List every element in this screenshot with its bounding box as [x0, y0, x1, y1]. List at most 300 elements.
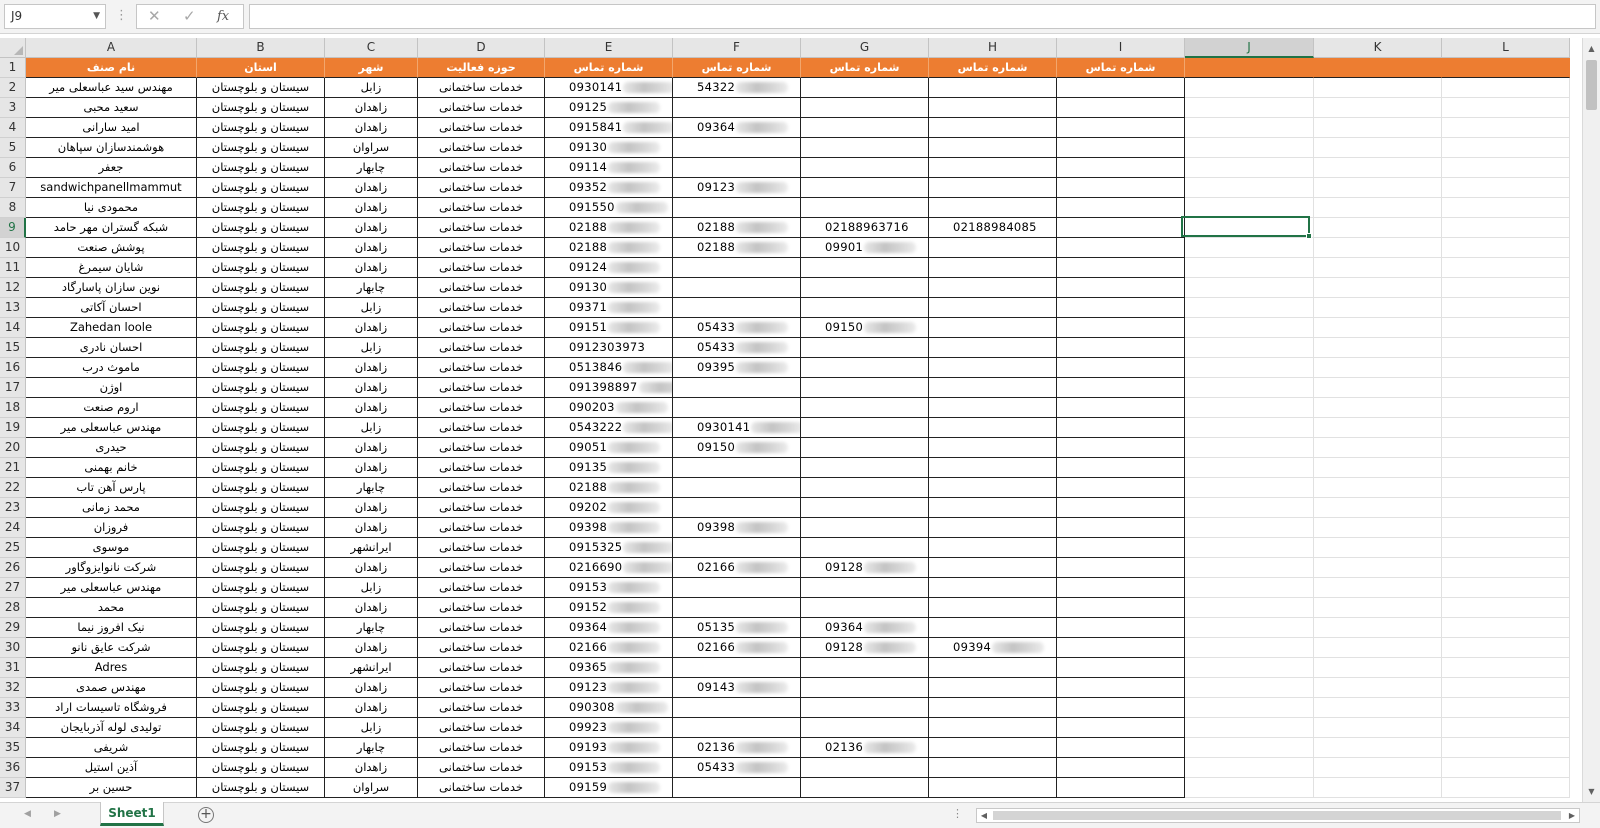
cell-d[interactable]: خدمات ساختمانی	[418, 438, 545, 458]
column-header-d[interactable]: D	[418, 38, 545, 58]
cell-g[interactable]	[801, 238, 929, 258]
empty-cell[interactable]	[1185, 198, 1314, 218]
empty-cell[interactable]	[1314, 498, 1442, 518]
cell-a[interactable]: محمودی نیا	[26, 198, 197, 218]
cell-c[interactable]: زابل	[325, 578, 418, 598]
empty-cell[interactable]	[1185, 418, 1314, 438]
cell-f[interactable]	[673, 678, 801, 698]
empty-cell[interactable]	[1314, 438, 1442, 458]
row-header-30[interactable]: 30	[0, 638, 26, 658]
empty-cell[interactable]	[1314, 98, 1442, 118]
cell-h[interactable]	[929, 638, 1057, 658]
empty-cell[interactable]	[1185, 658, 1314, 678]
cell-b[interactable]: سیستان و بلوچستان	[197, 538, 325, 558]
cell-g[interactable]	[801, 278, 929, 298]
cell-c[interactable]: زابل	[325, 418, 418, 438]
cell-h[interactable]	[929, 338, 1057, 358]
cell-e[interactable]	[545, 158, 673, 178]
next-sheet-icon[interactable]: ▶	[54, 809, 61, 819]
empty-cell[interactable]	[1185, 458, 1314, 478]
header-fill-cell[interactable]	[1185, 58, 1314, 78]
cell-b[interactable]: سیستان و بلوچستان	[197, 218, 325, 238]
empty-cell[interactable]	[1185, 278, 1314, 298]
cell-i[interactable]	[1057, 198, 1185, 218]
scroll-left-icon[interactable]: ◀	[980, 811, 988, 820]
empty-cell[interactable]	[1314, 78, 1442, 98]
empty-cell[interactable]	[1442, 778, 1570, 798]
cell-e[interactable]	[545, 558, 673, 578]
cell-a[interactable]: مهندس صمدی	[26, 678, 197, 698]
cell-d[interactable]: خدمات ساختمانی	[418, 398, 545, 418]
cell-g[interactable]	[801, 418, 929, 438]
empty-cell[interactable]	[1185, 598, 1314, 618]
cell-d[interactable]: خدمات ساختمانی	[418, 418, 545, 438]
cell-h[interactable]	[929, 758, 1057, 778]
cell-h[interactable]	[929, 598, 1057, 618]
cell-g[interactable]	[801, 78, 929, 98]
row-header-25[interactable]: 25	[0, 538, 26, 558]
empty-cell[interactable]	[1314, 318, 1442, 338]
column-header-l[interactable]: L	[1442, 38, 1570, 58]
cell-h[interactable]	[929, 98, 1057, 118]
cell-i[interactable]	[1057, 638, 1185, 658]
cell-g[interactable]	[801, 698, 929, 718]
cell-e[interactable]	[545, 398, 673, 418]
cell-b[interactable]: سیستان و بلوچستان	[197, 498, 325, 518]
empty-cell[interactable]	[1185, 378, 1314, 398]
cell-i[interactable]	[1057, 578, 1185, 598]
cell-d[interactable]: خدمات ساختمانی	[418, 638, 545, 658]
column-header-i[interactable]: I	[1057, 38, 1185, 58]
cell-g[interactable]	[801, 218, 929, 238]
cell-d[interactable]: خدمات ساختمانی	[418, 218, 545, 238]
cell-c[interactable]: زاهدان	[325, 598, 418, 618]
cell-e[interactable]	[545, 378, 673, 398]
empty-cell[interactable]	[1185, 318, 1314, 338]
cell-i[interactable]	[1057, 358, 1185, 378]
cell-d[interactable]: خدمات ساختمانی	[418, 318, 545, 338]
cell-d[interactable]: خدمات ساختمانی	[418, 378, 545, 398]
row-header-17[interactable]: 17	[0, 378, 26, 398]
cell-g[interactable]	[801, 718, 929, 738]
row-header-24[interactable]: 24	[0, 518, 26, 538]
cell-i[interactable]	[1057, 218, 1185, 238]
cell-f[interactable]	[673, 218, 801, 238]
header-cell-g[interactable]: شماره تماس	[801, 58, 929, 78]
empty-cell[interactable]	[1185, 638, 1314, 658]
row-header-21[interactable]: 21	[0, 458, 26, 478]
cell-f[interactable]	[673, 618, 801, 638]
cell-f[interactable]	[673, 698, 801, 718]
cell-f[interactable]	[673, 498, 801, 518]
cell-h[interactable]	[929, 378, 1057, 398]
row-header-12[interactable]: 12	[0, 278, 26, 298]
cell-c[interactable]: چابهار	[325, 278, 418, 298]
cell-f[interactable]	[673, 258, 801, 278]
cell-e[interactable]	[545, 638, 673, 658]
empty-cell[interactable]	[1185, 238, 1314, 258]
cell-i[interactable]	[1057, 458, 1185, 478]
cell-a[interactable]: احسان نادری	[26, 338, 197, 358]
cell-h[interactable]	[929, 398, 1057, 418]
column-header-h[interactable]: H	[929, 38, 1057, 58]
header-cell-e[interactable]: شماره تماس	[545, 58, 673, 78]
empty-cell[interactable]	[1185, 158, 1314, 178]
vertical-scrollbar[interactable]	[1582, 38, 1600, 802]
empty-cell[interactable]	[1442, 158, 1570, 178]
empty-cell[interactable]	[1442, 758, 1570, 778]
row-header-18[interactable]: 18	[0, 398, 26, 418]
empty-cell[interactable]	[1442, 118, 1570, 138]
empty-cell[interactable]	[1185, 558, 1314, 578]
cell-c[interactable]: چابهار	[325, 158, 418, 178]
empty-cell[interactable]	[1314, 758, 1442, 778]
cell-i[interactable]	[1057, 238, 1185, 258]
empty-cell[interactable]	[1442, 258, 1570, 278]
cell-e[interactable]	[545, 498, 673, 518]
empty-cell[interactable]	[1442, 718, 1570, 738]
row-header-14[interactable]: 14	[0, 318, 26, 338]
empty-cell[interactable]	[1185, 358, 1314, 378]
cell-c[interactable]: چابهار	[325, 738, 418, 758]
cell-i[interactable]	[1057, 78, 1185, 98]
row-header-3[interactable]: 3	[0, 98, 26, 118]
cell-g[interactable]	[801, 358, 929, 378]
sheet-tab-sheet1[interactable]: Sheet1	[100, 802, 164, 826]
chevron-down-icon[interactable]: ▼	[93, 11, 100, 21]
cell-c[interactable]: زاهدان	[325, 218, 418, 238]
cell-h[interactable]	[929, 238, 1057, 258]
cell-e[interactable]	[545, 78, 673, 98]
row-header-31[interactable]: 31	[0, 658, 26, 678]
cell-b[interactable]: سیستان و بلوچستان	[197, 118, 325, 138]
empty-cell[interactable]	[1442, 78, 1570, 98]
cell-c[interactable]: زاهدان	[325, 378, 418, 398]
cell-c[interactable]: زاهدان	[325, 558, 418, 578]
cell-h[interactable]	[929, 178, 1057, 198]
cell-h[interactable]	[929, 778, 1057, 798]
cell-c[interactable]: زاهدان	[325, 258, 418, 278]
cell-i[interactable]	[1057, 318, 1185, 338]
header-cell-c[interactable]: شهر	[325, 58, 418, 78]
cell-h[interactable]	[929, 558, 1057, 578]
row-header-10[interactable]: 10	[0, 238, 26, 258]
cell-g[interactable]	[801, 498, 929, 518]
cell-g[interactable]	[801, 258, 929, 278]
add-sheet-button[interactable]: +	[198, 807, 214, 823]
cell-d[interactable]: خدمات ساختمانی	[418, 578, 545, 598]
row-header-33[interactable]: 33	[0, 698, 26, 718]
cell-e[interactable]	[545, 758, 673, 778]
empty-cell[interactable]	[1442, 178, 1570, 198]
cell-g[interactable]	[801, 518, 929, 538]
cell-g[interactable]	[801, 738, 929, 758]
column-header-a[interactable]: A	[26, 38, 197, 58]
row-header-1[interactable]: 1	[0, 58, 26, 78]
column-header-f[interactable]: F	[673, 38, 801, 58]
cell-a[interactable]: شبکه گستران مهر حامد	[26, 218, 197, 238]
cell-h[interactable]	[929, 78, 1057, 98]
cell-g[interactable]	[801, 98, 929, 118]
cell-b[interactable]: سیستان و بلوچستان	[197, 558, 325, 578]
cell-f[interactable]	[673, 518, 801, 538]
cell-g[interactable]	[801, 658, 929, 678]
header-cell-a[interactable]: نام صنف	[26, 58, 197, 78]
empty-cell[interactable]	[1185, 178, 1314, 198]
cell-c[interactable]: زاهدان	[325, 198, 418, 218]
cell-a[interactable]: پوشش صنعت	[26, 238, 197, 258]
cell-i[interactable]	[1057, 738, 1185, 758]
cell-d[interactable]: خدمات ساختمانی	[418, 558, 545, 578]
empty-cell[interactable]	[1442, 358, 1570, 378]
empty-cell[interactable]	[1442, 658, 1570, 678]
cell-g[interactable]	[801, 138, 929, 158]
header-cell-d[interactable]: حوزه فعالیت	[418, 58, 545, 78]
cell-d[interactable]: خدمات ساختمانی	[418, 538, 545, 558]
scroll-down-icon[interactable]: ▼	[1588, 787, 1595, 796]
cell-f[interactable]	[673, 718, 801, 738]
cell-b[interactable]: سیستان و بلوچستان	[197, 338, 325, 358]
cell-i[interactable]	[1057, 478, 1185, 498]
cell-e[interactable]	[545, 738, 673, 758]
cell-a[interactable]: آذین استیل	[26, 758, 197, 778]
cell-c[interactable]: زاهدان	[325, 518, 418, 538]
empty-cell[interactable]	[1442, 278, 1570, 298]
empty-cell[interactable]	[1314, 218, 1442, 238]
cell-e[interactable]	[545, 218, 673, 238]
empty-cell[interactable]	[1314, 178, 1442, 198]
drag-handle-icon[interactable]: ⋮	[115, 8, 129, 23]
cell-e[interactable]	[545, 178, 673, 198]
cell-d[interactable]: خدمات ساختمانی	[418, 458, 545, 478]
cell-d[interactable]: خدمات ساختمانی	[418, 98, 545, 118]
empty-cell[interactable]	[1185, 218, 1314, 238]
cell-f[interactable]	[673, 78, 801, 98]
column-header-c[interactable]: C	[325, 38, 418, 58]
cell-a[interactable]: محمد	[26, 598, 197, 618]
cell-d[interactable]: خدمات ساختمانی	[418, 138, 545, 158]
empty-cell[interactable]	[1185, 738, 1314, 758]
cell-b[interactable]: سیستان و بلوچستان	[197, 378, 325, 398]
cell-g[interactable]	[801, 558, 929, 578]
cell-a[interactable]: جعفر	[26, 158, 197, 178]
cell-a[interactable]: نیک افروز نیما	[26, 618, 197, 638]
cell-h[interactable]	[929, 278, 1057, 298]
cell-h[interactable]	[929, 658, 1057, 678]
empty-cell[interactable]	[1442, 458, 1570, 478]
cell-d[interactable]: خدمات ساختمانی	[418, 258, 545, 278]
empty-cell[interactable]	[1185, 538, 1314, 558]
cell-d[interactable]: خدمات ساختمانی	[418, 778, 545, 798]
cell-a[interactable]: اوژن	[26, 378, 197, 398]
cell-i[interactable]	[1057, 758, 1185, 778]
cell-c[interactable]: سراوان	[325, 138, 418, 158]
cell-c[interactable]: زاهدان	[325, 178, 418, 198]
row-header-13[interactable]: 13	[0, 298, 26, 318]
cell-f[interactable]	[673, 238, 801, 258]
cell-b[interactable]: سیستان و بلوچستان	[197, 778, 325, 798]
cell-h[interactable]	[929, 458, 1057, 478]
formula-input[interactable]	[249, 4, 1596, 29]
cell-a[interactable]: sandwichpanellmammut	[26, 178, 197, 198]
cell-b[interactable]: سیستان و بلوچستان	[197, 258, 325, 278]
cell-b[interactable]: سیستان و بلوچستان	[197, 78, 325, 98]
header-cell-b[interactable]: استان	[197, 58, 325, 78]
cell-a[interactable]: امید سارانی	[26, 118, 197, 138]
cell-c[interactable]: زاهدان	[325, 318, 418, 338]
empty-cell[interactable]	[1314, 738, 1442, 758]
cell-h[interactable]	[929, 258, 1057, 278]
row-header-27[interactable]: 27	[0, 578, 26, 598]
header-cell-f[interactable]: شماره تماس	[673, 58, 801, 78]
cell-f[interactable]	[673, 298, 801, 318]
cell-a[interactable]: اروم صنعت	[26, 398, 197, 418]
empty-cell[interactable]	[1442, 698, 1570, 718]
cell-i[interactable]	[1057, 698, 1185, 718]
cell-c[interactable]: زاهدان	[325, 438, 418, 458]
cell-h[interactable]	[929, 218, 1057, 238]
row-header-11[interactable]: 11	[0, 258, 26, 278]
empty-cell[interactable]	[1442, 338, 1570, 358]
empty-cell[interactable]	[1314, 278, 1442, 298]
empty-cell[interactable]	[1314, 678, 1442, 698]
cell-b[interactable]: سیستان و بلوچستان	[197, 198, 325, 218]
cell-c[interactable]: زابل	[325, 298, 418, 318]
cell-b[interactable]: سیستان و بلوچستان	[197, 738, 325, 758]
cell-c[interactable]: زاهدان	[325, 238, 418, 258]
empty-cell[interactable]	[1185, 758, 1314, 778]
cell-g[interactable]	[801, 198, 929, 218]
cell-a[interactable]: فروشگاه تاسیسات اراد	[26, 698, 197, 718]
cell-d[interactable]: خدمات ساختمانی	[418, 158, 545, 178]
cell-d[interactable]: خدمات ساختمانی	[418, 618, 545, 638]
cell-h[interactable]	[929, 118, 1057, 138]
cell-d[interactable]: خدمات ساختمانی	[418, 678, 545, 698]
cell-b[interactable]: سیستان و بلوچستان	[197, 398, 325, 418]
cell-e[interactable]	[545, 478, 673, 498]
cell-g[interactable]	[801, 458, 929, 478]
cell-e[interactable]	[545, 678, 673, 698]
cell-g[interactable]	[801, 438, 929, 458]
cell-h[interactable]	[929, 198, 1057, 218]
split-handle-icon[interactable]: ⋮	[952, 807, 963, 820]
cell-h[interactable]	[929, 318, 1057, 338]
cell-i[interactable]	[1057, 278, 1185, 298]
cell-g[interactable]	[801, 478, 929, 498]
cell-a[interactable]: هوشمندسازان سپاهان	[26, 138, 197, 158]
empty-cell[interactable]	[1314, 778, 1442, 798]
cell-g[interactable]	[801, 318, 929, 338]
cell-f[interactable]	[673, 118, 801, 138]
cell-i[interactable]	[1057, 378, 1185, 398]
cell-f[interactable]	[673, 138, 801, 158]
empty-cell[interactable]	[1185, 678, 1314, 698]
empty-cell[interactable]	[1185, 478, 1314, 498]
enter-icon[interactable]: ✓	[183, 7, 196, 25]
cell-b[interactable]: سیستان و بلوچستان	[197, 638, 325, 658]
cell-f[interactable]	[673, 638, 801, 658]
row-header-26[interactable]: 26	[0, 558, 26, 578]
empty-cell[interactable]	[1185, 518, 1314, 538]
cell-h[interactable]	[929, 518, 1057, 538]
row-header-32[interactable]: 32	[0, 678, 26, 698]
empty-cell[interactable]	[1185, 78, 1314, 98]
cell-f[interactable]	[673, 278, 801, 298]
cell-f[interactable]	[673, 758, 801, 778]
row-header-7[interactable]: 7	[0, 178, 26, 198]
row-header-36[interactable]: 36	[0, 758, 26, 778]
cell-b[interactable]: سیستان و بلوچستان	[197, 438, 325, 458]
row-header-29[interactable]: 29	[0, 618, 26, 638]
cell-b[interactable]: سیستان و بلوچستان	[197, 618, 325, 638]
previous-sheet-icon[interactable]: ◀	[24, 809, 31, 819]
empty-cell[interactable]	[1314, 238, 1442, 258]
cell-c[interactable]: زاهدان	[325, 118, 418, 138]
cell-c[interactable]: زاهدان	[325, 358, 418, 378]
cell-d[interactable]: خدمات ساختمانی	[418, 338, 545, 358]
cell-i[interactable]	[1057, 258, 1185, 278]
row-header-37[interactable]: 37	[0, 778, 26, 798]
empty-cell[interactable]	[1442, 398, 1570, 418]
cell-h[interactable]	[929, 358, 1057, 378]
cell-e[interactable]	[545, 258, 673, 278]
cell-c[interactable]: زاهدان	[325, 758, 418, 778]
cell-c[interactable]: زاهدان	[325, 458, 418, 478]
cell-h[interactable]	[929, 298, 1057, 318]
cell-a[interactable]: Adres	[26, 658, 197, 678]
row-header-22[interactable]: 22	[0, 478, 26, 498]
empty-cell[interactable]	[1314, 698, 1442, 718]
empty-cell[interactable]	[1185, 618, 1314, 638]
cell-b[interactable]: سیستان و بلوچستان	[197, 458, 325, 478]
cell-h[interactable]	[929, 498, 1057, 518]
cell-c[interactable]: زاهدان	[325, 98, 418, 118]
cell-a[interactable]: مهندس عباسعلی میر	[26, 418, 197, 438]
empty-cell[interactable]	[1314, 658, 1442, 678]
cell-d[interactable]: خدمات ساختمانی	[418, 198, 545, 218]
row-header-2[interactable]: 2	[0, 78, 26, 98]
column-header-g[interactable]: G	[801, 38, 929, 58]
row-header-4[interactable]: 4	[0, 118, 26, 138]
cell-i[interactable]	[1057, 178, 1185, 198]
cell-f[interactable]	[673, 598, 801, 618]
cell-g[interactable]	[801, 338, 929, 358]
cell-d[interactable]: خدمات ساختمانی	[418, 298, 545, 318]
row-header-28[interactable]: 28	[0, 598, 26, 618]
row-header-20[interactable]: 20	[0, 438, 26, 458]
cell-e[interactable]	[545, 98, 673, 118]
cell-i[interactable]	[1057, 298, 1185, 318]
empty-cell[interactable]	[1314, 118, 1442, 138]
cell-i[interactable]	[1057, 138, 1185, 158]
cell-b[interactable]: سیستان و بلوچستان	[197, 518, 325, 538]
cell-f[interactable]	[673, 478, 801, 498]
cell-g[interactable]	[801, 178, 929, 198]
empty-cell[interactable]	[1442, 558, 1570, 578]
cell-a[interactable]: ماموث درب	[26, 358, 197, 378]
cell-f[interactable]	[673, 358, 801, 378]
cell-g[interactable]	[801, 598, 929, 618]
header-cell-i[interactable]: شماره تماس	[1057, 58, 1185, 78]
cell-b[interactable]: سیستان و بلوچستان	[197, 718, 325, 738]
empty-cell[interactable]	[1185, 718, 1314, 738]
cell-a[interactable]: سعید محبی	[26, 98, 197, 118]
cell-d[interactable]: خدمات ساختمانی	[418, 358, 545, 378]
cell-b[interactable]: سیستان و بلوچستان	[197, 678, 325, 698]
cell-f[interactable]	[673, 578, 801, 598]
cancel-icon[interactable]: ✕	[148, 7, 161, 25]
empty-cell[interactable]	[1314, 378, 1442, 398]
